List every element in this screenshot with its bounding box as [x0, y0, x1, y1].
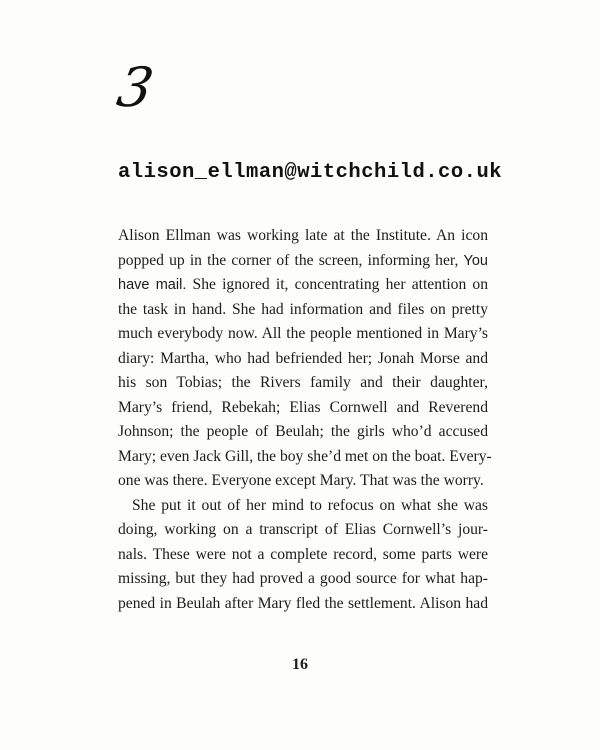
text-line: nals. These were not a complete record, some parts were [118, 545, 488, 563]
text-line: missing, but they had proved a good source for what hap- [118, 570, 488, 587]
text-line [118, 249, 488, 274]
text-line: Mary’s friend, Rebekah; Elias Cornwell and Reverend [118, 398, 488, 416]
body-text [118, 224, 492, 616]
text-line: pened in Beulah after Mary fled the settlement. Alison had [118, 594, 488, 612]
text-segment: popped up in the corner of the screen, informing her, [118, 251, 459, 269]
text-line: Alison Ellman was working late at the Institute. An icon [118, 227, 488, 244]
page-number: 16 [292, 656, 308, 673]
text-segment-sans: You [463, 252, 488, 269]
paragraph [118, 494, 488, 617]
text-line: She put it out of her mind to refocus on what she was [132, 496, 488, 514]
text-line: Johnson; the people of Beulah; the girls who’d accused [118, 423, 488, 440]
text-line: his son Tobias; the Rivers family and their daughter, [118, 374, 488, 391]
text-line: diary: Martha, who had befriended her; Jonah Morse and [118, 349, 488, 367]
text-line: Mary; even Jack Gill, the boy she’d met on the boat. Every- [118, 447, 492, 465]
text-line: the task in hand. She had information and files on pretty [118, 300, 488, 318]
chapter-title: alison_ellman@witchchild.co.uk [118, 161, 503, 184]
text-segment-sans: have mail. [118, 277, 187, 293]
chapter-number: 3 [112, 56, 159, 119]
text-line: one was there. Everyone except Mary. That was the worry. [118, 472, 484, 489]
text-line [118, 273, 488, 298]
text-line: doing, working on a transcript of Elias Cornwell’s jour- [118, 521, 488, 538]
text-segment: She ignored it, concentrating her attention on [192, 276, 489, 293]
paragraph [118, 224, 492, 494]
text-line: much everybody now. All the people mentioned in Mary’s [118, 325, 488, 342]
